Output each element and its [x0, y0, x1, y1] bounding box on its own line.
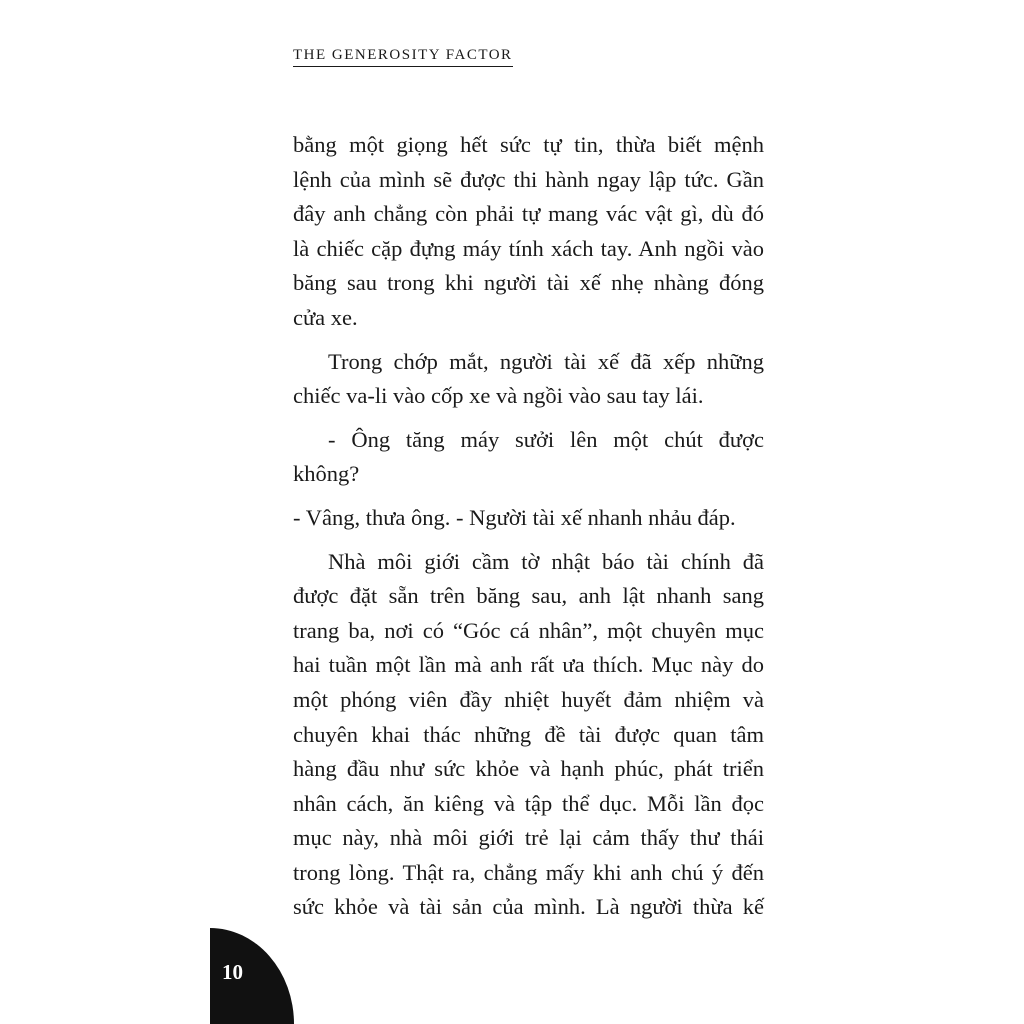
text-line: đây anh chẳng còn phải tự mang vác vật gì, dù đó	[293, 201, 764, 227]
body-text	[293, 128, 764, 925]
text-line: hai tuần một lần mà anh rất ưa thích. Mục này do	[293, 652, 764, 678]
text-line: trong lòng. Thật ra, chẳng mấy khi anh chú ý đến	[293, 859, 764, 885]
text-line: - Vâng, thưa ông. - Người tài xế nhanh nhảu đáp.	[293, 504, 736, 530]
text-line: nhân cách, ăn kiêng và tập thể dục. Mỗi lần đọc	[293, 790, 764, 816]
text-line: bằng một giọng hết sức tự tin, thừa biết mệnh	[293, 132, 764, 157]
text-line: hàng đầu như sức khỏe và hạnh phúc, phát triển	[293, 756, 764, 782]
text-line: mục này, nhà môi giới trẻ lại cảm thấy thư thái	[293, 825, 764, 851]
text-line: là chiếc cặp đựng máy tính xách tay. Anh ngồi vào	[293, 235, 764, 261]
text-line: - Ông tăng máy sưởi lên một chút được	[328, 426, 764, 452]
text-line: Trong chớp mắt, người tài xế đã xếp những	[328, 348, 764, 374]
text-line: Nhà môi giới cầm tờ nhật báo tài chính đã	[328, 548, 764, 574]
text-line: sức khỏe và tài sản của mình. Là người thừa kế	[293, 894, 764, 920]
text-line: cửa xe.	[293, 304, 358, 330]
text-line: được đặt sẵn trên băng sau, anh lật nhanh sang	[293, 583, 764, 609]
text-line: chiếc va-li vào cốp xe và ngồi vào sau tay lái.	[293, 383, 704, 409]
text-line: một phóng viên đầy nhiệt huyết đảm nhiệm và	[293, 686, 764, 712]
text-line: không?	[293, 461, 360, 487]
running-header: THE GENEROSITY FACTOR	[293, 47, 513, 67]
text-line: chuyên khai thác những đề tài được quan tâm	[293, 721, 764, 747]
page-number: 10	[222, 960, 243, 984]
text-line: trang ba, nơi có “Góc cá nhân”, một chuyên mục	[293, 617, 764, 643]
text-line: lệnh của mình sẽ được thi hành ngay lập tức. Gần	[293, 166, 764, 192]
text-line: băng sau trong khi người tài xế nhẹ nhàng đóng	[293, 270, 764, 296]
